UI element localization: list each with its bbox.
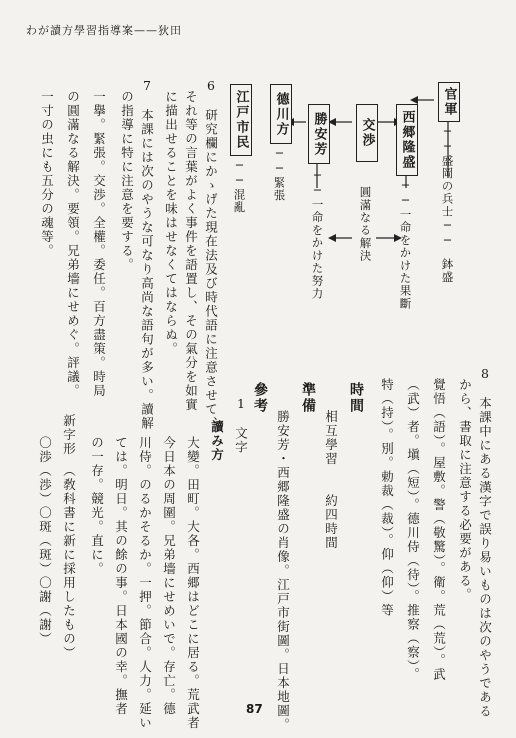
edo-tail: ──混亂 bbox=[232, 158, 247, 214]
item7-line1: 7 本課には次のやうな可なり高尚な語句が多い。讀解 bbox=[139, 78, 155, 431]
katsu-tail: ──一命をかけた努力 bbox=[310, 168, 325, 300]
heading-jikan: 時間 bbox=[348, 382, 364, 414]
item7-line4: の圓滿なる解決。要領。兄弟墻にせめぐ。評議。 bbox=[65, 90, 81, 398]
box-edo: 江戸市民 bbox=[230, 84, 252, 156]
running-header: わが讀方學習指導案——狄田 bbox=[26, 24, 182, 37]
tokugawa-tail: ──緊張 bbox=[272, 146, 287, 202]
yomi-line2: 今日本の周圍。兄弟墻にせめいで。存亡。德 bbox=[161, 436, 177, 716]
item7-line2: の指導に特に注意を要する。 bbox=[119, 90, 135, 272]
item7-line3: 一擧。緊張。交渉。全權。委任。百方盡策。時局 bbox=[91, 90, 107, 398]
yomi-line4: ては。明日。其の餘の事。日本國の幸。撫者 bbox=[113, 436, 129, 716]
item8-line2: から、書取に注意する必要がある。 bbox=[457, 378, 473, 602]
box-tokugawa: 德川方 bbox=[270, 84, 292, 144]
item8-line5: 特（持）。別。勅裁（裁）。仰（仰）等 bbox=[379, 378, 395, 618]
box-guangun: 官軍 bbox=[438, 82, 460, 122]
box-saigo: 西郷隆盛 bbox=[396, 104, 418, 176]
item8-line3: 覺悟（語）。屋敷。警（敬驚）。衛。荒（荒）。武 bbox=[431, 378, 447, 682]
box-kosho: 交渉 bbox=[356, 104, 378, 162]
item8-line1: 8 本課中にある漢字で誤り易いものは次のやうである bbox=[477, 366, 493, 719]
yomikata-label: 讀み方 bbox=[209, 420, 225, 462]
item6-line3: に描出せることを味はせなくてはならぬ。 bbox=[163, 90, 179, 356]
shinjikei-line1: 新字形 （敎科書に新に採用したもの） bbox=[61, 414, 77, 660]
shinjikei-line2: 〇渉（渉）〇斑（斑）〇謝（謝） bbox=[37, 436, 53, 646]
jikan-text: 相互學習 約四時間 bbox=[323, 410, 339, 550]
box-katsu: 勝安芳 bbox=[308, 104, 330, 164]
item6-line2: それ等の言葉がよく事件を語置し、その氣分を如實 bbox=[183, 90, 199, 412]
heading-sanko: 參考 bbox=[252, 382, 268, 414]
guangun-tail: ──盛岡の兵士── bbox=[440, 124, 455, 249]
item7-line5: 一寸の虫にも五分の魂等。 bbox=[39, 90, 55, 258]
item6-line1: 6 研究欄にかゝげた現在法及び時代語に注意させて、 bbox=[203, 78, 219, 431]
page-number: 87 bbox=[246, 702, 263, 716]
yomi-line5: の一存。競光。直に。 bbox=[89, 436, 105, 576]
yomi-line1: 大變。田町。大各。西郷はどこに居る。荒武者 bbox=[185, 436, 201, 730]
saigo-tail: ──一命をかけた果斷 bbox=[398, 178, 413, 310]
kosho-tail: 圓滿なる解決 bbox=[358, 186, 373, 263]
item8-line4: （武）者。塡（短）。德川侍（待）。推察（察）。 bbox=[405, 378, 421, 682]
junbi-text: 勝安芳・西郷隆盛の肖像。江戸市街圖。日本地圖。 bbox=[275, 410, 291, 732]
moji-label: 1 文字 bbox=[233, 396, 249, 455]
heading-junbi: 準備 bbox=[300, 382, 316, 414]
guangun-end: 鉢盛 bbox=[440, 258, 455, 284]
yomi-line3: 川侍。のるかそるか。一押。節合。人力。延い bbox=[137, 436, 153, 730]
